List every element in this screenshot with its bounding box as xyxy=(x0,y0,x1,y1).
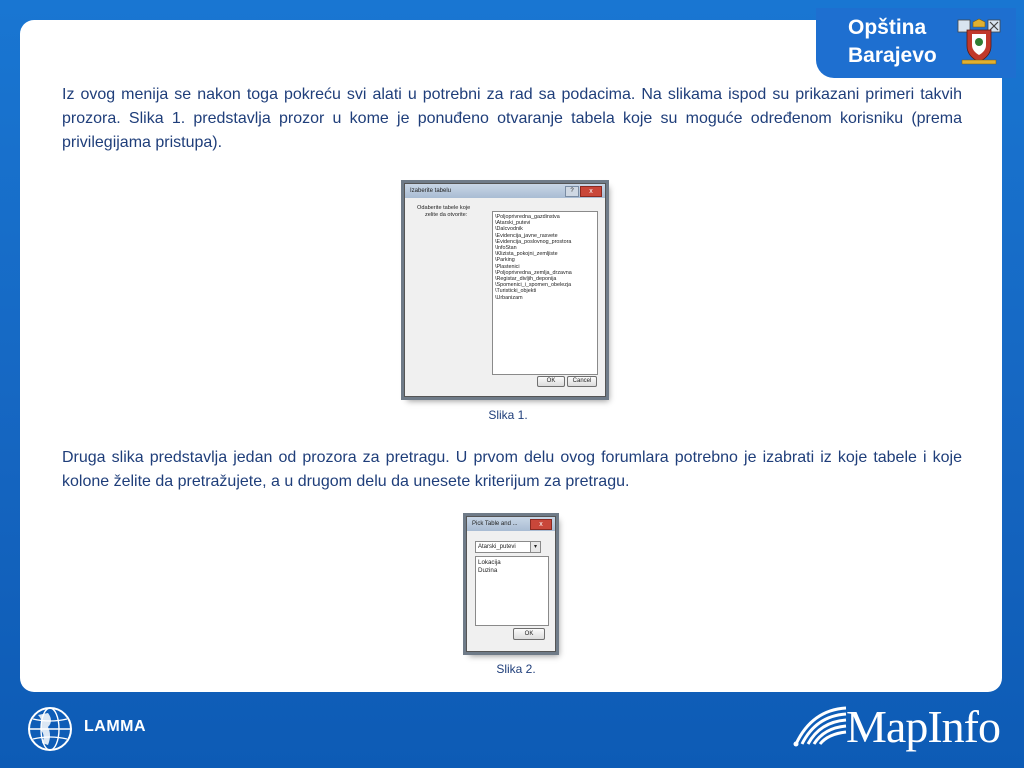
list-item[interactable]: \Atarski_putevi xyxy=(495,220,531,227)
figure1-prompt-line1: Odaberite tabele koje xyxy=(417,205,471,211)
figure2-column-list[interactable] xyxy=(475,556,549,626)
figure2-selected-table: Atarski_putevi xyxy=(478,544,516,550)
brand-line-1: Opština xyxy=(848,16,927,39)
figure1-help-button[interactable]: ? xyxy=(565,186,579,197)
figure1-titlebar xyxy=(405,184,605,198)
list-item[interactable]: \Spomenici_i_spomen_obelezja xyxy=(495,282,572,289)
figure1-prompt xyxy=(417,205,470,219)
figure1-caption: Slika 1. xyxy=(488,408,528,422)
figure1-ok-button[interactable]: OK xyxy=(537,376,565,387)
figure2-caption: Slika 2. xyxy=(496,662,536,676)
list-item[interactable]: \Evidencija_javne_rasvete xyxy=(495,232,558,239)
coat-of-arms-icon xyxy=(956,18,1002,66)
list-item[interactable]: Lokacija xyxy=(478,559,501,566)
figure2-dialog xyxy=(466,516,556,652)
list-item[interactable]: \Urbanizam xyxy=(495,294,523,301)
figure2-title: Pick Table and ... xyxy=(472,521,518,527)
search-paragraph: Druga slika predstavlja jedan od prozora za pretragu. U prvom delu ovog forumlara potrebno je izabrati iz koje tabele i koje kolone želite da pretražujete, a u drugom delu da unesete kriterijum za pretragu. xyxy=(62,449,962,490)
list-item[interactable]: \Dalcvodnik xyxy=(495,226,523,233)
list-item[interactable]: \Poljoprivredna_gazdinstva xyxy=(495,214,560,220)
list-item[interactable]: \Poljoprivredna_zemlja_drzavna xyxy=(495,269,572,276)
figure2-close-button[interactable]: x xyxy=(530,519,552,530)
list-item[interactable]: \InfoStan xyxy=(495,245,517,252)
list-item[interactable]: \Turisticki_objekti xyxy=(495,288,537,295)
figure1-title: Izaberite tabelu xyxy=(410,188,452,194)
mapinfo-logo: MapInfo xyxy=(846,701,1000,752)
figure2-titlebar xyxy=(467,517,555,531)
brand-line-2: Barajevo xyxy=(848,44,937,67)
globe-icon xyxy=(26,705,74,753)
lamma-logo: LAMMA xyxy=(84,718,147,735)
figure1-cancel-button[interactable]: Cancel xyxy=(567,376,597,387)
figure2-table-select[interactable] xyxy=(475,541,541,553)
list-item[interactable]: \Klizista_pokojni_zemljiste xyxy=(495,251,558,258)
list-item[interactable]: \Plastenici xyxy=(495,263,520,270)
list-item[interactable]: Duzina xyxy=(478,566,498,574)
municipality-name xyxy=(848,14,958,70)
figure2-ok-button[interactable]: OK xyxy=(513,628,545,640)
figure1-table-list[interactable] xyxy=(492,211,598,375)
list-item[interactable]: \Evidencija_poslovnog_prostora xyxy=(495,238,572,245)
list-item[interactable]: \Registar_divljih_deponija xyxy=(495,276,557,283)
figure1-prompt-line2: zelite da otvorite: xyxy=(425,212,468,218)
figure1-dialog xyxy=(404,183,606,397)
mapinfo-swoosh-icon xyxy=(792,704,848,748)
chevron-down-icon[interactable]: ▾ xyxy=(530,542,540,552)
figure1-close-button[interactable]: x xyxy=(580,186,602,197)
list-item[interactable]: \Parking xyxy=(495,257,515,264)
intro-paragraph: Iz ovog menija se nakon toga pokreću svi alati u potrebni za rad sa podacima. Na slikama ispod su prikazani primeri takvih prozora. Slika 1. predstavlja prozor u kome je ponuđeno otvaranje tabela koje su moguće određenom korisniku (prema privilegijama pristupa). xyxy=(62,86,962,151)
